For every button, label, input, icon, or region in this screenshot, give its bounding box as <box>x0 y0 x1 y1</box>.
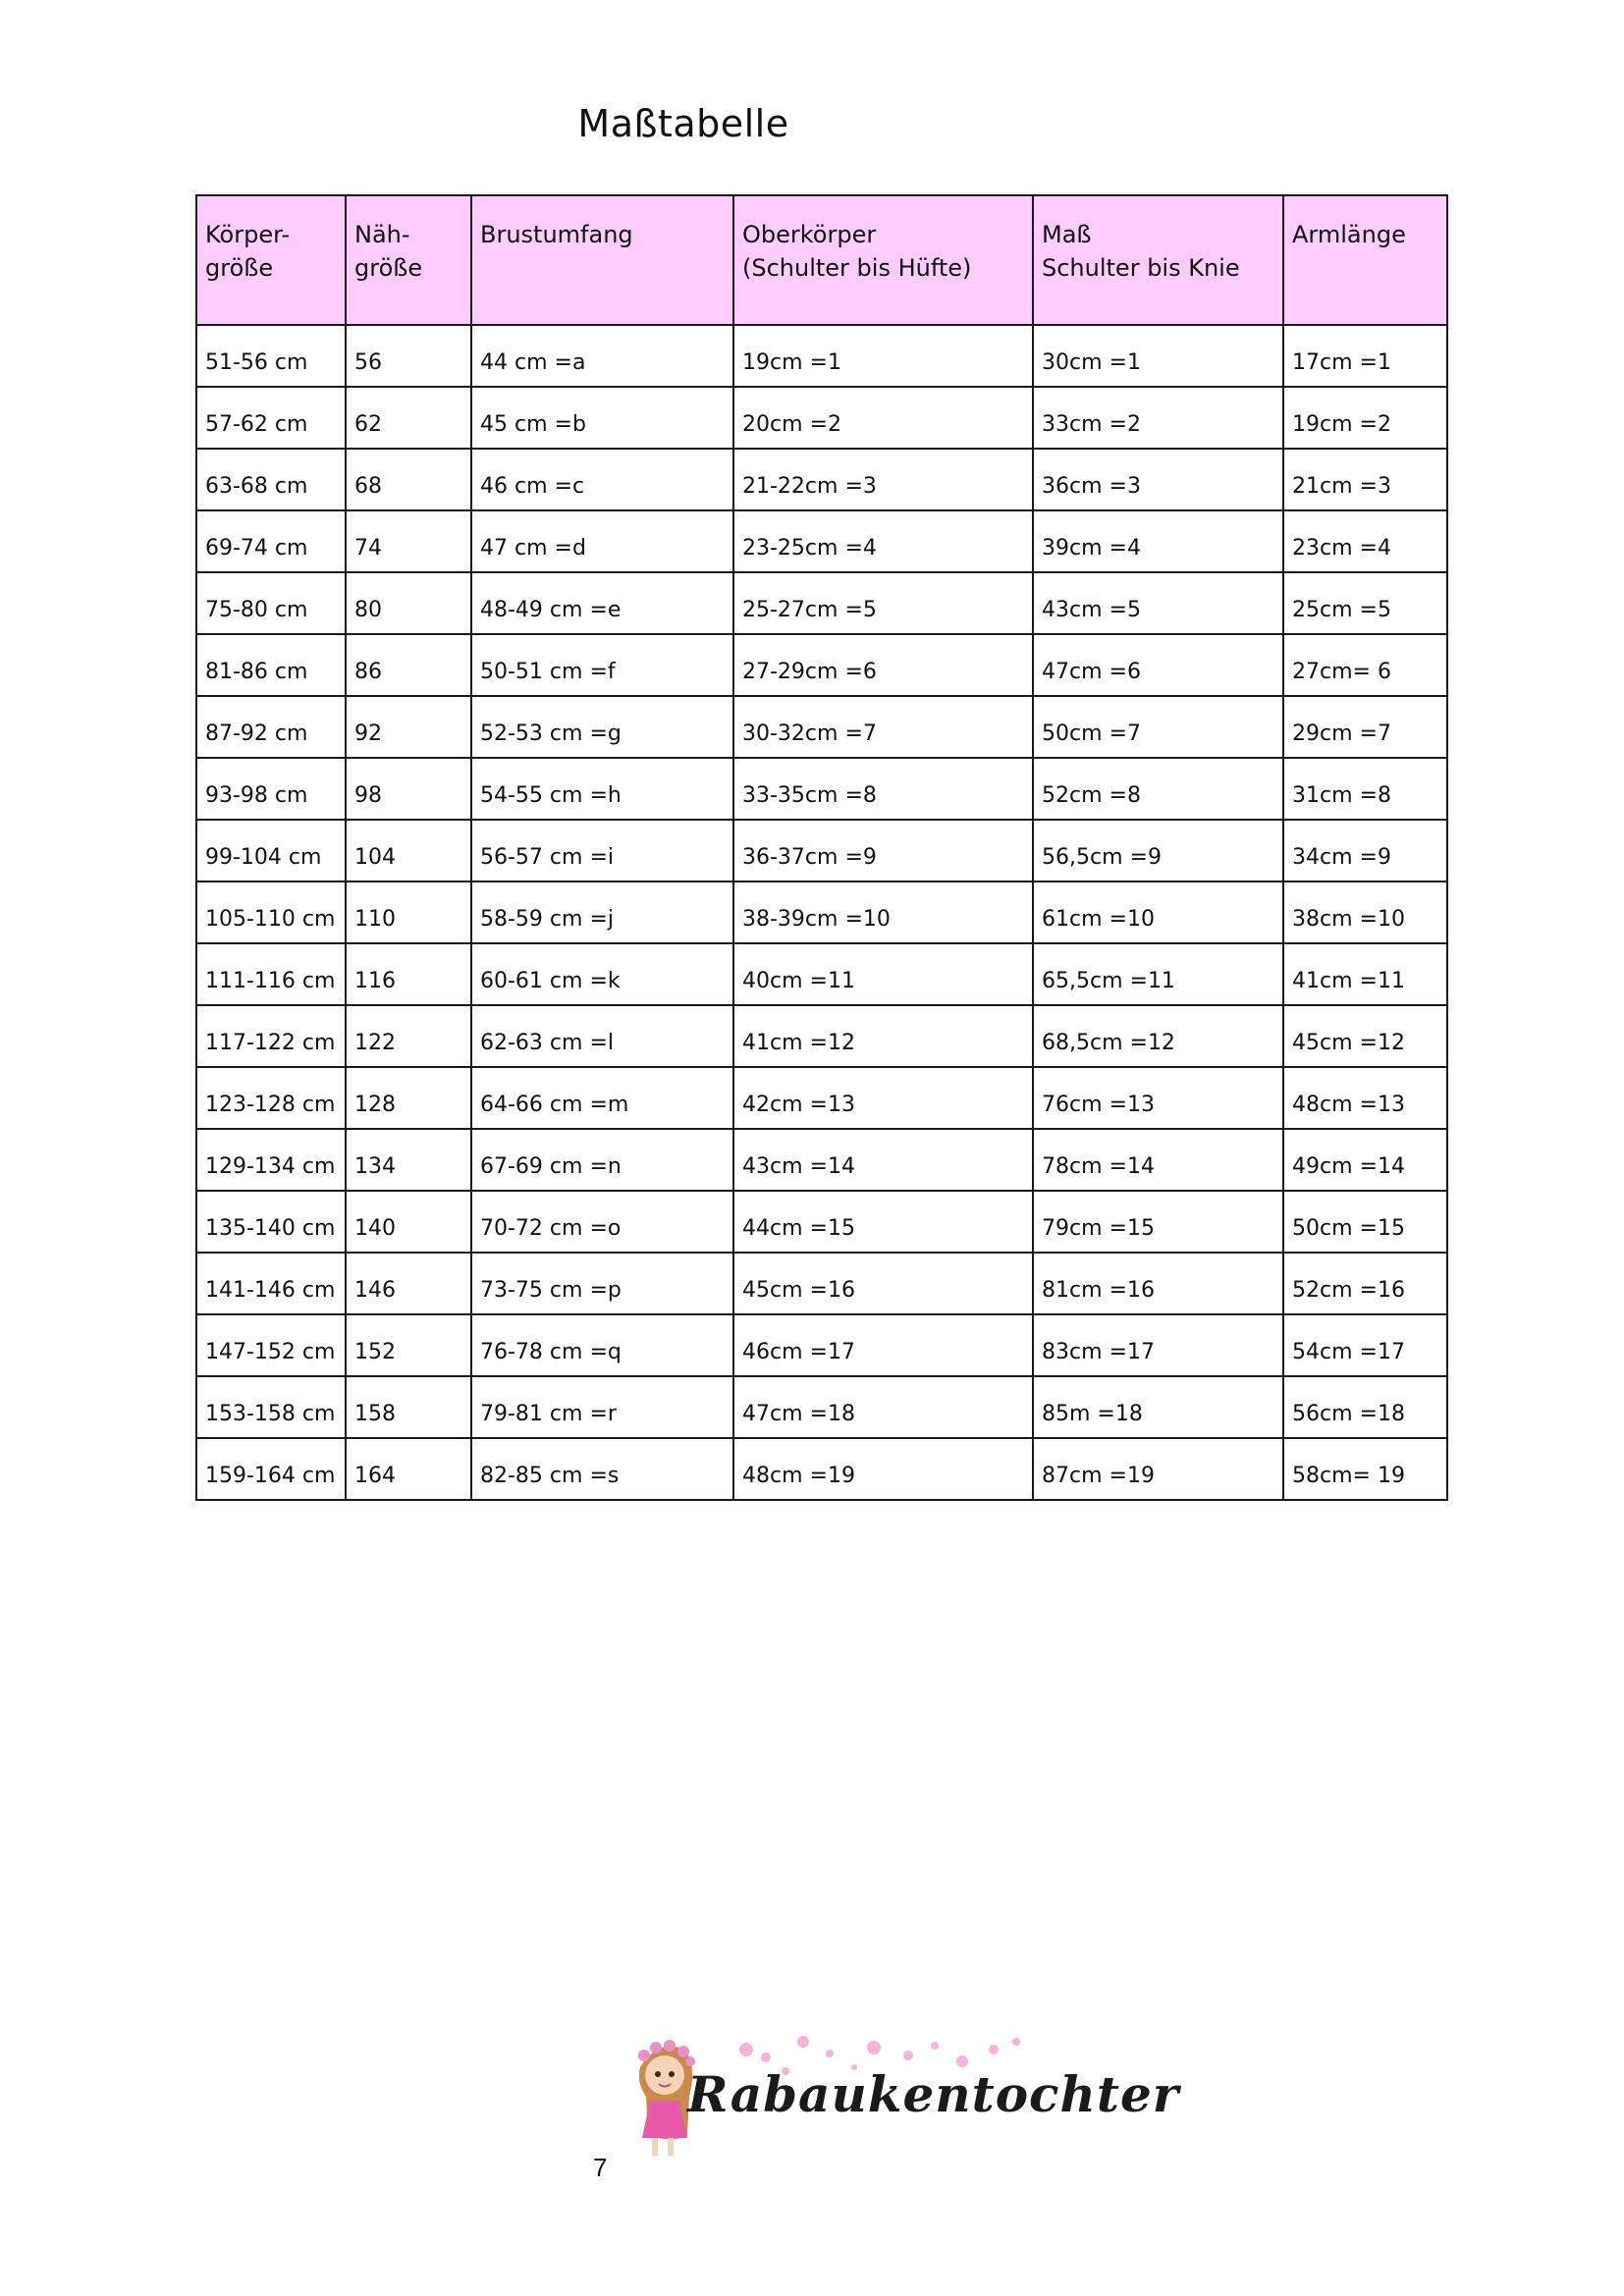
table-cell: 47cm =6 <box>1033 634 1283 696</box>
table-cell: 99-104 cm <box>196 820 346 881</box>
table-row <box>196 634 1447 696</box>
table-cell: 76cm =13 <box>1033 1067 1283 1129</box>
table-cell: 76-78 cm =q <box>471 1314 733 1376</box>
table-cell: 56,5cm =9 <box>1033 820 1283 881</box>
table-cell: 79cm =15 <box>1033 1191 1283 1253</box>
table-cell: 104 <box>346 820 471 881</box>
table-cell: 20cm =2 <box>733 387 1033 449</box>
header-line: Maß <box>1042 221 1092 248</box>
table-cell: 23-25cm =4 <box>733 510 1033 572</box>
header-line: Schulter bis Knie <box>1042 254 1240 282</box>
table-cell: 27-29cm =6 <box>733 634 1033 696</box>
table-cell: 123-128 cm <box>196 1067 346 1129</box>
table-cell: 45cm =16 <box>733 1253 1033 1314</box>
table-cell: 38-39cm =10 <box>733 881 1033 943</box>
table-cell: 153-158 cm <box>196 1376 346 1438</box>
table-cell: 86 <box>346 634 471 696</box>
table-cell: 62 <box>346 387 471 449</box>
table-cell: 56-57 cm =i <box>471 820 733 881</box>
table-cell: 74 <box>346 510 471 572</box>
table-cell: 19cm =1 <box>733 325 1033 387</box>
table-cell: 147-152 cm <box>196 1314 346 1376</box>
table-cell: 39cm =4 <box>1033 510 1283 572</box>
table-cell: 52cm =8 <box>1033 758 1283 820</box>
table-cell: 30cm =1 <box>1033 325 1283 387</box>
table-cell: 135-140 cm <box>196 1191 346 1253</box>
header-line: Körper- <box>205 221 291 248</box>
table-cell: 128 <box>346 1067 471 1129</box>
table-cell: 129-134 cm <box>196 1129 346 1191</box>
table-cell: 134 <box>346 1129 471 1191</box>
table-cell: 82-85 cm =s <box>471 1438 733 1500</box>
table-cell: 29cm =7 <box>1283 696 1447 758</box>
rabaukentochter-logo <box>628 2028 1180 2165</box>
table-cell: 50-51 cm =f <box>471 634 733 696</box>
table-cell: 23cm =4 <box>1283 510 1447 572</box>
table-cell: 21cm =3 <box>1283 449 1447 510</box>
table-cell: 70-72 cm =o <box>471 1191 733 1253</box>
table-cell: 159-164 cm <box>196 1438 346 1500</box>
header-line: größe <box>205 254 274 282</box>
table-cell: 158 <box>346 1376 471 1438</box>
table-cell: 56cm =18 <box>1283 1376 1447 1438</box>
table-cell: 36-37cm =9 <box>733 820 1033 881</box>
table-cell: 105-110 cm <box>196 881 346 943</box>
header-mass <box>1033 195 1283 325</box>
table-cell: 46cm =17 <box>733 1314 1033 1376</box>
table-cell: 67-69 cm =n <box>471 1129 733 1191</box>
table-cell: 33-35cm =8 <box>733 758 1033 820</box>
table-row <box>196 325 1447 387</box>
table-cell: 36cm =3 <box>1033 449 1283 510</box>
table-cell: 45 cm =b <box>471 387 733 449</box>
table-row <box>196 820 1447 881</box>
logo-text: Rabaukentochter <box>687 2065 1180 2123</box>
table-cell: 45cm =12 <box>1283 1005 1447 1067</box>
table-cell: 52cm =16 <box>1283 1253 1447 1314</box>
table-cell: 41cm =12 <box>733 1005 1033 1067</box>
table-row <box>196 449 1447 510</box>
header-armlaenge <box>1283 195 1447 325</box>
header-line: (Schulter bis Hüfte) <box>742 254 972 282</box>
table-cell: 50cm =15 <box>1283 1191 1447 1253</box>
table-cell: 54-55 cm =h <box>471 758 733 820</box>
header-line: Brustumfang <box>480 221 633 248</box>
table-cell: 58cm= 19 <box>1283 1438 1447 1500</box>
page-number: 7 <box>593 2153 608 2182</box>
header-brustumfang <box>471 195 733 325</box>
table-row <box>196 1005 1447 1067</box>
header-line: Näh- <box>354 221 410 248</box>
table-cell: 42cm =13 <box>733 1067 1033 1129</box>
table-cell: 30-32cm =7 <box>733 696 1033 758</box>
table-cell: 79-81 cm =r <box>471 1376 733 1438</box>
header-line: Armlänge <box>1292 221 1406 248</box>
table-cell: 21-22cm =3 <box>733 449 1033 510</box>
table-cell: 73-75 cm =p <box>471 1253 733 1314</box>
table-cell: 54cm =17 <box>1283 1314 1447 1376</box>
table-cell: 60-61 cm =k <box>471 943 733 1005</box>
table-cell: 87cm =19 <box>1033 1438 1283 1500</box>
table-cell: 140 <box>346 1191 471 1253</box>
table-cell: 81-86 cm <box>196 634 346 696</box>
table-cell: 48-49 cm =e <box>471 572 733 634</box>
table-cell: 117-122 cm <box>196 1005 346 1067</box>
table-cell: 80 <box>346 572 471 634</box>
table-cell: 146 <box>346 1253 471 1314</box>
table-cell: 58-59 cm =j <box>471 881 733 943</box>
table-cell: 50cm =7 <box>1033 696 1283 758</box>
table-cell: 69-74 cm <box>196 510 346 572</box>
table-cell: 85m =18 <box>1033 1376 1283 1438</box>
page-title: Maßtabelle <box>577 102 789 145</box>
table-cell: 38cm =10 <box>1283 881 1447 943</box>
table-cell: 92 <box>346 696 471 758</box>
table-cell: 68,5cm =12 <box>1033 1005 1283 1067</box>
table-cell: 46 cm =c <box>471 449 733 510</box>
table-cell: 75-80 cm <box>196 572 346 634</box>
header-oberkoerper <box>733 195 1033 325</box>
table-cell: 122 <box>346 1005 471 1067</box>
table-cell: 44 cm =a <box>471 325 733 387</box>
table-header-row <box>196 195 1447 325</box>
table-cell: 25-27cm =5 <box>733 572 1033 634</box>
table-cell: 68 <box>346 449 471 510</box>
table-cell: 141-146 cm <box>196 1253 346 1314</box>
table-cell: 40cm =11 <box>733 943 1033 1005</box>
table-cell: 27cm= 6 <box>1283 634 1447 696</box>
table-body <box>196 325 1447 1500</box>
table-row <box>196 758 1447 820</box>
table-cell: 81cm =16 <box>1033 1253 1283 1314</box>
table-cell: 48cm =13 <box>1283 1067 1447 1129</box>
table-cell: 83cm =17 <box>1033 1314 1283 1376</box>
table-cell: 48cm =19 <box>733 1438 1033 1500</box>
table-row <box>196 1438 1447 1500</box>
table-cell: 34cm =9 <box>1283 820 1447 881</box>
table-cell: 110 <box>346 881 471 943</box>
table-row <box>196 1253 1447 1314</box>
table-cell: 17cm =1 <box>1283 325 1447 387</box>
table-cell: 43cm =5 <box>1033 572 1283 634</box>
header-line: größe <box>354 254 423 282</box>
table-cell: 19cm =2 <box>1283 387 1447 449</box>
table-row <box>196 510 1447 572</box>
table-row <box>196 1191 1447 1253</box>
table-cell: 93-98 cm <box>196 758 346 820</box>
table-cell: 98 <box>346 758 471 820</box>
header-line: Oberkörper <box>742 221 877 248</box>
table-cell: 87-92 cm <box>196 696 346 758</box>
header-naehgroesse <box>346 195 471 325</box>
table-cell: 33cm =2 <box>1033 387 1283 449</box>
table-row <box>196 1376 1447 1438</box>
table-cell: 63-68 cm <box>196 449 346 510</box>
table-cell: 44cm =15 <box>733 1191 1033 1253</box>
table-cell: 64-66 cm =m <box>471 1067 733 1129</box>
table-cell: 61cm =10 <box>1033 881 1283 943</box>
table-cell: 47 cm =d <box>471 510 733 572</box>
table-cell: 47cm =18 <box>733 1376 1033 1438</box>
table-row <box>196 1067 1447 1129</box>
table-cell: 41cm =11 <box>1283 943 1447 1005</box>
table-row <box>196 696 1447 758</box>
table-cell: 57-62 cm <box>196 387 346 449</box>
table-cell: 152 <box>346 1314 471 1376</box>
table-cell: 78cm =14 <box>1033 1129 1283 1191</box>
table-row <box>196 881 1447 943</box>
table-cell: 111-116 cm <box>196 943 346 1005</box>
table-cell: 31cm =8 <box>1283 758 1447 820</box>
table-row <box>196 943 1447 1005</box>
table-row <box>196 572 1447 634</box>
table-cell: 65,5cm =11 <box>1033 943 1283 1005</box>
header-koerpergroesse <box>196 195 346 325</box>
table-cell: 49cm =14 <box>1283 1129 1447 1191</box>
table-cell: 43cm =14 <box>733 1129 1033 1191</box>
table-cell: 56 <box>346 325 471 387</box>
table-cell: 116 <box>346 943 471 1005</box>
table-cell: 51-56 cm <box>196 325 346 387</box>
table-cell: 25cm =5 <box>1283 572 1447 634</box>
table-row <box>196 387 1447 449</box>
size-table <box>195 194 1448 1501</box>
table-row <box>196 1129 1447 1191</box>
table-row <box>196 1314 1447 1376</box>
table-cell: 52-53 cm =g <box>471 696 733 758</box>
table-cell: 164 <box>346 1438 471 1500</box>
table-cell: 62-63 cm =l <box>471 1005 733 1067</box>
